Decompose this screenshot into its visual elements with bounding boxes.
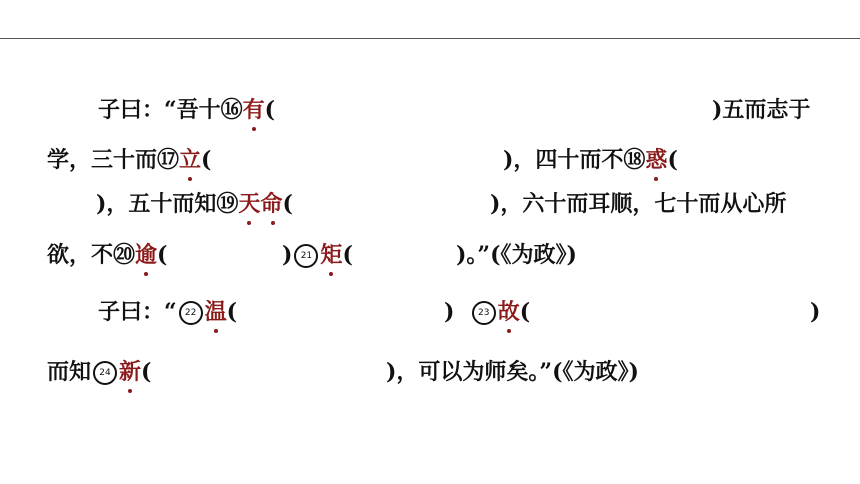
keyword-huo: 惑 xyxy=(645,147,668,173)
keyword-tianming: 天命 xyxy=(238,191,283,217)
open-paren: ( xyxy=(157,242,168,268)
text-seg: )，五十而知⑲ xyxy=(96,191,239,217)
line6-start xyxy=(47,358,151,386)
keyword-you: 有 xyxy=(242,97,265,123)
open-paren: ( xyxy=(282,191,293,217)
circled-number-24-icon: 24 xyxy=(93,361,117,385)
keyword-wen: 温 xyxy=(204,299,227,325)
keyword-ju: 矩 xyxy=(320,242,343,268)
line1-start xyxy=(98,96,275,124)
circled-number-23-icon: 23 xyxy=(472,301,496,325)
keyword-li: 立 xyxy=(179,147,202,173)
line4-start xyxy=(47,241,167,269)
close-paren: ) xyxy=(282,242,293,268)
text-seg: 子曰：“ xyxy=(98,299,177,325)
line2-start xyxy=(47,146,211,174)
circled-number-21-icon: 21 xyxy=(294,244,318,268)
line3-end xyxy=(490,190,786,218)
open-paren: ( xyxy=(519,299,531,325)
open-paren: ( xyxy=(342,242,353,268)
keyword-xin: 新 xyxy=(119,359,142,385)
text-seg: 欲，不⑳ xyxy=(47,242,136,268)
text-seg: 而知 xyxy=(47,359,92,385)
text-seg: )。”(《为政》) xyxy=(456,242,577,268)
line3-start xyxy=(96,190,293,218)
text-seg: 子曰：“吾十⑯ xyxy=(98,97,243,123)
close-paren: ) xyxy=(444,299,455,325)
text-seg: )，可以为师矣。”(《为政》) xyxy=(386,359,639,385)
text-seg: )五而志于 xyxy=(712,97,811,123)
line5-start xyxy=(98,298,237,326)
open-paren: ( xyxy=(201,147,212,173)
keyword-gu: 故 xyxy=(497,299,520,325)
open-paren: ( xyxy=(141,359,152,385)
close-paren: ) xyxy=(810,299,821,325)
line5-end xyxy=(810,298,820,326)
open-paren: ( xyxy=(226,299,238,325)
top-rule xyxy=(0,38,860,39)
open-paren: ( xyxy=(667,147,678,173)
open-paren: ( xyxy=(264,97,276,123)
line4-mid xyxy=(282,241,353,269)
line4-end xyxy=(456,241,577,269)
line2-end xyxy=(503,146,678,174)
text-seg: )，四十而不⑱ xyxy=(503,147,646,173)
line1-end xyxy=(712,96,810,124)
circled-number-22-icon: 22 xyxy=(179,301,203,325)
text-seg: )，六十而耳顺，七十而从心所 xyxy=(490,191,787,217)
line6-end xyxy=(386,358,639,386)
keyword-yu: 逾 xyxy=(135,242,158,268)
text-seg: 学，三十而⑰ xyxy=(47,147,180,173)
line5-mid xyxy=(444,298,530,326)
